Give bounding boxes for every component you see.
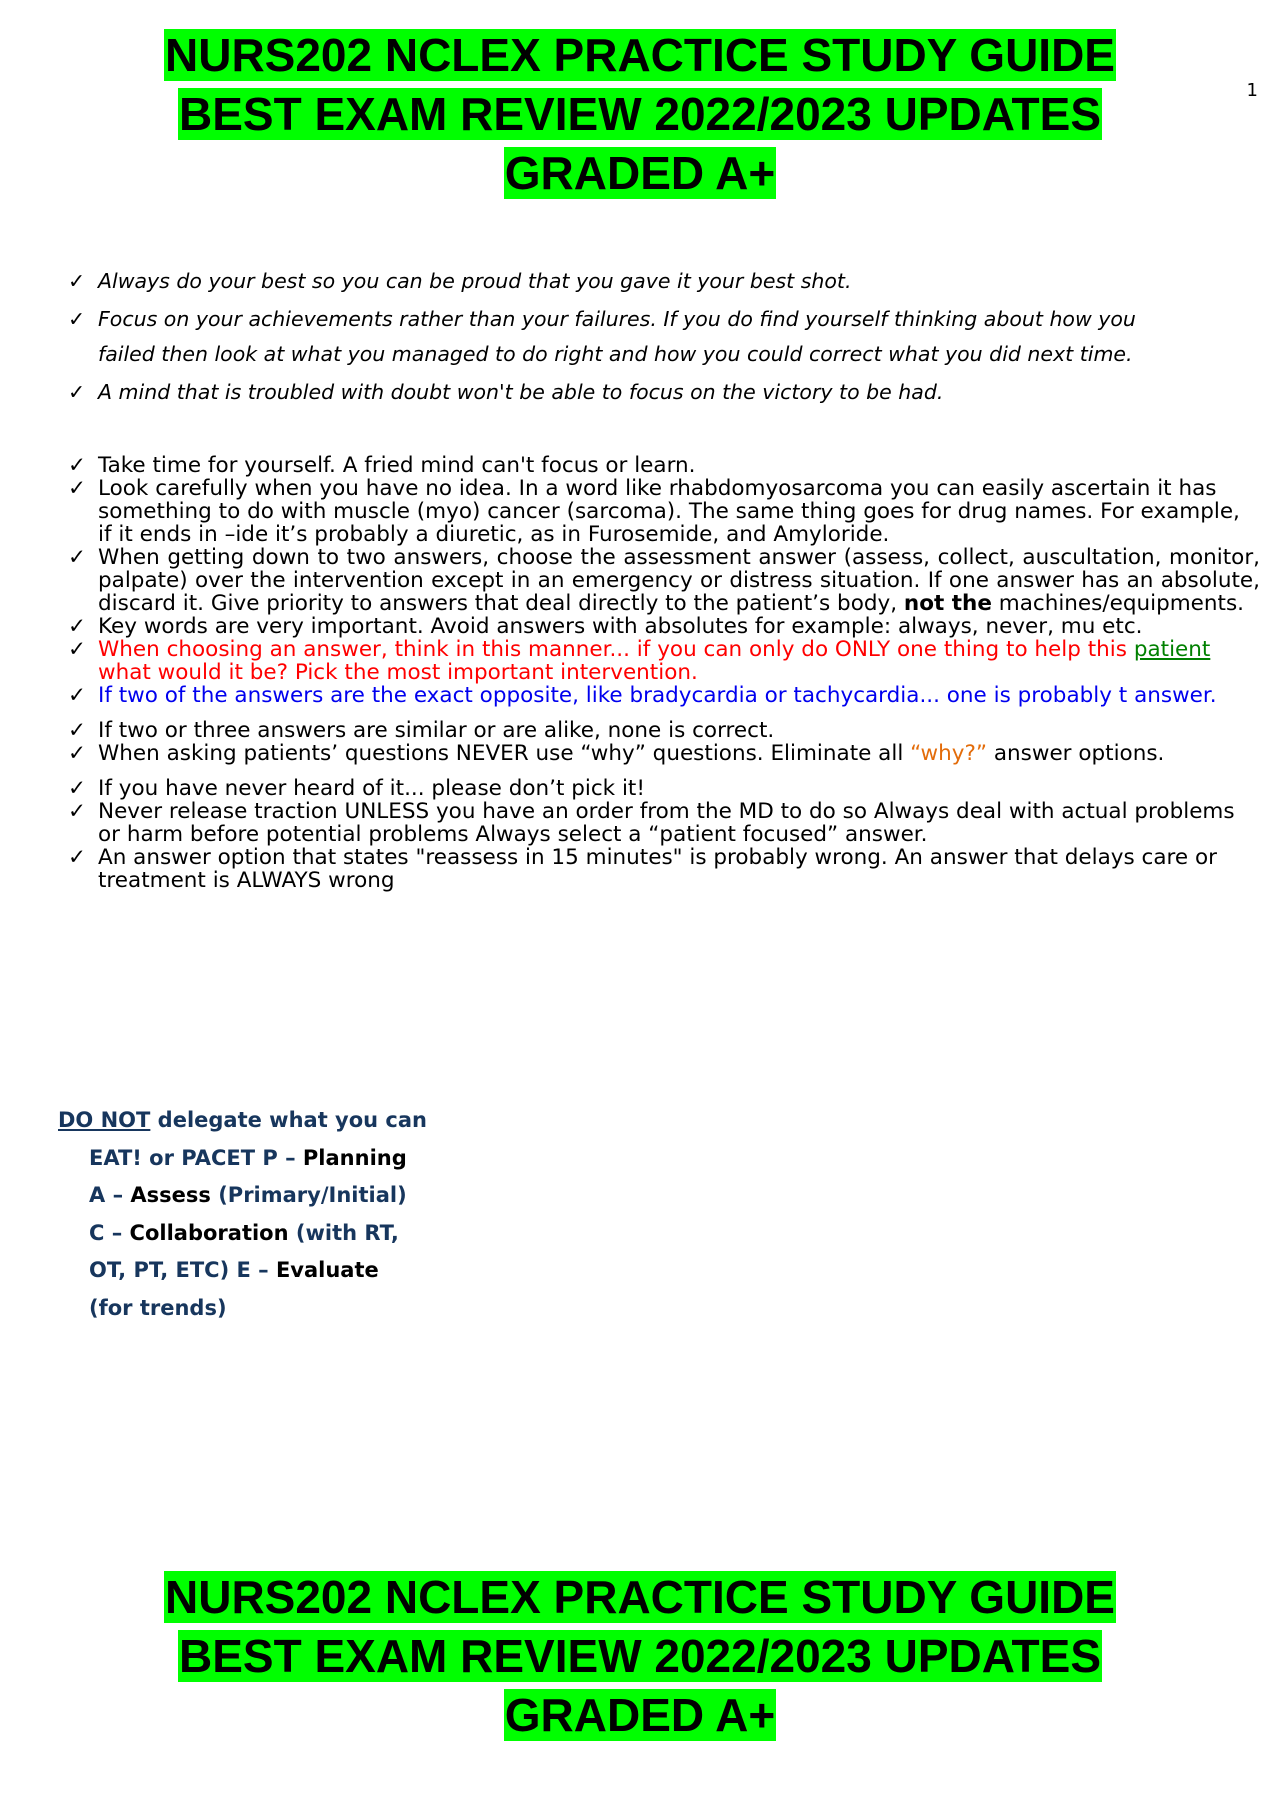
list-item: ✓ When asking patients’ questions NEVER use “why” questions. Eliminate all “why?” answer options. bbox=[68, 741, 1165, 766]
list-item: ✓ If two of the answers are the exact opposite, like bradycardia or tachycardia... one is probably t answer. bbox=[68, 683, 1217, 708]
title-line-1: NURS202 NCLEX PRACTICE STUDY GUIDE bbox=[165, 1571, 1115, 1623]
checkmark-icon: ✓ bbox=[68, 476, 87, 501]
delegation-section: DO NOT delegate what you can EAT! or PACET P – Planning A – Assess (Primary/Initial) C – Collaboration (with RT, OT, PT, ETC) E – Evaluate (for trends) bbox=[58, 1108, 428, 1320]
document-title-top bbox=[0, 26, 1280, 203]
checkmark-icon: ✓ bbox=[68, 637, 87, 662]
title-line-3: GRADED A+ bbox=[504, 147, 776, 199]
list-item: ✓ Always do your best so you can be proud that you gave it your best shot. bbox=[68, 264, 1148, 299]
list-item: ✓ A mind that is troubled with doubt won't be able to focus on the victory to be had. bbox=[68, 375, 1148, 410]
document-title-bottom bbox=[0, 1568, 1280, 1745]
italic-tips-list bbox=[68, 264, 1148, 413]
list-item: ✓ If you have never heard of it... please don’t pick it! bbox=[68, 776, 645, 801]
checkmark-icon: ✓ bbox=[68, 545, 87, 570]
checkmark-icon: ✓ bbox=[68, 380, 86, 404]
page-number: 1 bbox=[1246, 80, 1258, 101]
tips-list bbox=[68, 454, 1260, 892]
checkmark-icon: ✓ bbox=[68, 269, 86, 293]
title-line-2: BEST EXAM REVIEW 2022/2023 UPDATES bbox=[179, 1630, 1101, 1682]
title-line-2: BEST EXAM REVIEW 2022/2023 UPDATES bbox=[179, 88, 1101, 140]
checkmark-icon: ✓ bbox=[68, 799, 87, 824]
checkmark-icon: ✓ bbox=[68, 718, 87, 743]
list-item: ✓ Key words are very important. Avoid answers with absolutes for example: always, never, mu etc. bbox=[68, 614, 1143, 639]
list-item: ✓ When getting down to two answers, choose the assessment answer (assess, collect, auscultation, monitor, palpate) over the intervention except in an emergency or distress situation. If one answer has an absolute, discard it. Give priority to answers that deal directly to the patient’s body, not the machines/equipments. bbox=[68, 545, 1260, 616]
title-line-1: NURS202 NCLEX PRACTICE STUDY GUIDE bbox=[165, 29, 1115, 81]
checkmark-icon: ✓ bbox=[68, 614, 87, 639]
checkmark-icon: ✓ bbox=[68, 683, 87, 708]
checkmark-icon: ✓ bbox=[68, 307, 86, 331]
list-item: ✓ Look carefully when you have no idea. In a word like rhabdomyosarcoma you can easily ascertain it has something to do with muscle (myo) cancer (sarcoma). The same thing goes for drug names. For example, if it ends in –ide it’s probably a diuretic, as in Furosemide, and Amyloride. bbox=[68, 476, 1240, 547]
list-item: ✓ Focus on your achievements rather than your failures. If you do find yourself thinking about how you failed then look at what you managed to do right and how you could correct what you did next time. bbox=[68, 302, 1148, 372]
checkmark-icon: ✓ bbox=[68, 453, 87, 478]
list-item: ✓ Never release traction UNLESS you have an order from the MD to do so Always deal with actual problems or harm before potential problems Always select a “patient focused” answer. bbox=[68, 799, 1235, 847]
list-item: ✓ Take time for yourself. A fried mind can't focus or learn. bbox=[68, 453, 696, 478]
checkmark-icon: ✓ bbox=[68, 776, 87, 801]
checkmark-icon: ✓ bbox=[68, 845, 87, 870]
do-not-heading: DO NOT bbox=[58, 1108, 151, 1132]
patient-link[interactable]: patient bbox=[1133, 637, 1211, 662]
list-item: ✓ If two or three answers are similar or are alike, none is correct. bbox=[68, 718, 775, 743]
list-item: ✓ An answer option that states "reassess in 15 minutes" is probably wrong. An answer that delays care or treatment is ALWAYS wrong bbox=[68, 845, 1217, 893]
title-line-3: GRADED A+ bbox=[504, 1689, 776, 1741]
checkmark-icon: ✓ bbox=[68, 741, 87, 766]
list-item: ✓ When choosing an answer, think in this manner... if you can only do ONLY one thing to help this patient what would it be? Pick the most important intervention. bbox=[68, 637, 1211, 685]
